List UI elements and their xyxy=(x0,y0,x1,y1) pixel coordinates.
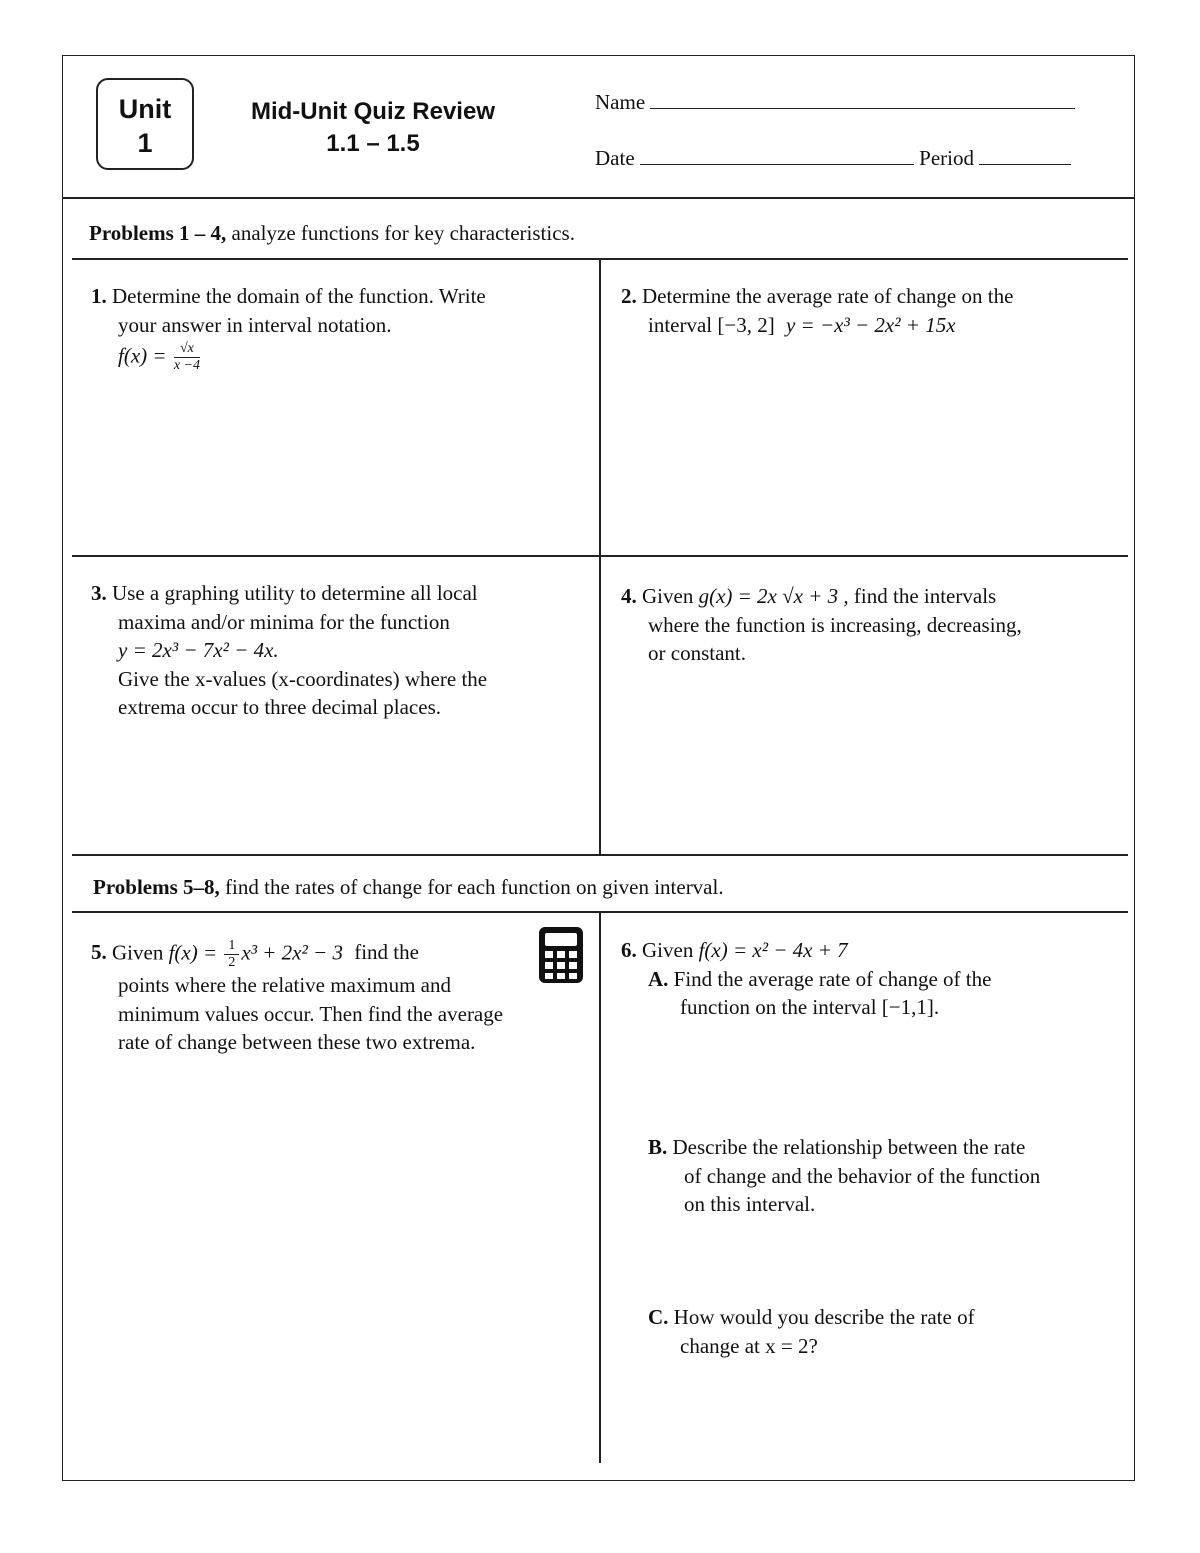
problem-text: or constant. xyxy=(648,641,746,665)
problem-number: 4. xyxy=(621,584,637,608)
unit-number: 1 xyxy=(137,128,153,158)
function-lhs: f(x) = xyxy=(118,343,167,368)
page-title xyxy=(232,96,514,160)
problem-text: Find the average rate of change of the xyxy=(673,966,992,991)
problem-2 xyxy=(621,282,1116,339)
part-label: B. xyxy=(648,1135,668,1159)
date-field[interactable] xyxy=(595,144,1071,171)
name-field[interactable] xyxy=(595,88,1075,115)
calculator-icon xyxy=(538,926,584,989)
problem-number: 5. xyxy=(91,940,107,965)
equation: g(x) = 2x √x + 3 , xyxy=(698,584,849,608)
title-line2: 1.1 – 1.5 xyxy=(326,130,420,157)
section2-bold: Problems 5–8, xyxy=(93,875,220,899)
fraction-numerator: 1 xyxy=(224,938,239,955)
part-b xyxy=(648,1133,1118,1219)
header-divider xyxy=(62,197,1135,199)
function-rhs: x³ + 2x² − 3 xyxy=(241,940,343,965)
part-label: A. xyxy=(648,966,669,991)
period-label: Period xyxy=(919,146,974,170)
section1-bold: Problems 1 – 4, xyxy=(89,221,227,245)
problem-text: on this interval. xyxy=(684,1192,816,1216)
function-fraction xyxy=(174,341,200,374)
fraction-numerator: √x xyxy=(174,341,200,358)
problem-text: points where the relative maximum and xyxy=(118,973,451,997)
section2-heading xyxy=(93,874,724,900)
problem-4 xyxy=(621,582,1121,668)
problem-text: interval xyxy=(648,312,713,337)
problem-number: 6. xyxy=(621,938,637,962)
problem-text: maxima and/or minima for the function xyxy=(118,609,450,634)
date-blank[interactable] xyxy=(640,144,914,165)
problem-1-function xyxy=(91,341,586,374)
column-divider-top xyxy=(599,260,601,854)
section1-heading xyxy=(89,220,575,246)
problem-text: Given xyxy=(112,940,164,965)
section2-text: find the rates of change for each function on given interval. xyxy=(225,875,724,899)
problem-text: Use a graphing utility to determine all local xyxy=(112,581,478,605)
equation: y = −x³ − 2x² + 15x xyxy=(785,312,956,337)
problem-text: find the intervals xyxy=(853,584,997,608)
interval: [−3, 2] xyxy=(717,312,775,337)
problem-text: function on the interval [−1,1]. xyxy=(680,995,940,1019)
problem-text: minimum values occur. Then find the average xyxy=(118,1001,504,1026)
problem-text: Determine the domain of the function. Write xyxy=(112,284,486,308)
fraction-denominator: 2 xyxy=(228,955,236,970)
problem-number: 3. xyxy=(91,581,107,605)
problem-text: How would you describe the rate of xyxy=(673,1305,975,1329)
function-lhs: f(x) = xyxy=(168,940,218,965)
date-label: Date xyxy=(595,146,635,170)
name-label: Name xyxy=(595,90,646,114)
section1-text: analyze functions for key characteristics. xyxy=(231,221,575,245)
equation: f(x) = x² − 4x + 7 xyxy=(698,938,848,962)
problem-text: Determine the average rate of change on the xyxy=(642,284,1014,308)
column-divider-bottom xyxy=(599,913,601,1463)
problem-number: 2. xyxy=(621,284,637,308)
problem-1 xyxy=(91,282,586,374)
fraction-denominator: x −4 xyxy=(173,358,200,373)
problem-5 xyxy=(91,938,531,1057)
problem-text: find the xyxy=(354,940,419,965)
problem-text: your answer in interval notation. xyxy=(118,312,392,337)
row-divider-2 xyxy=(72,854,1128,856)
problem-6 xyxy=(621,936,1116,1022)
part-label: C. xyxy=(648,1305,669,1329)
problem-text: Given xyxy=(642,938,694,962)
part-a xyxy=(621,965,1116,994)
problem-text: change at x = 2? xyxy=(680,1333,818,1358)
equation: y = 2x³ − 7x² − 4x. xyxy=(118,638,279,662)
part-c xyxy=(648,1303,1118,1360)
problem-text: Given xyxy=(642,584,694,608)
problem-3 xyxy=(91,579,586,722)
period-blank[interactable] xyxy=(979,144,1071,165)
problem-text: Describe the relationship between the rate xyxy=(672,1135,1026,1159)
name-blank[interactable] xyxy=(650,88,1075,109)
title-line1: Mid-Unit Quiz Review xyxy=(250,98,495,125)
unit-label: Unit xyxy=(118,94,172,124)
problem-text: rate of change between these two extrema. xyxy=(118,1030,476,1054)
problem-number: 1. xyxy=(91,284,107,308)
problem-text: extrema occur to three decimal places. xyxy=(118,695,441,719)
problem-text: where the function is increasing, decreasing, xyxy=(648,612,1022,637)
problem-text: of change and the behavior of the function xyxy=(684,1163,1041,1188)
coefficient-fraction xyxy=(224,938,239,971)
problem-text: Give the x-values (x-coordinates) where the xyxy=(118,666,488,691)
unit-badge xyxy=(96,78,194,170)
